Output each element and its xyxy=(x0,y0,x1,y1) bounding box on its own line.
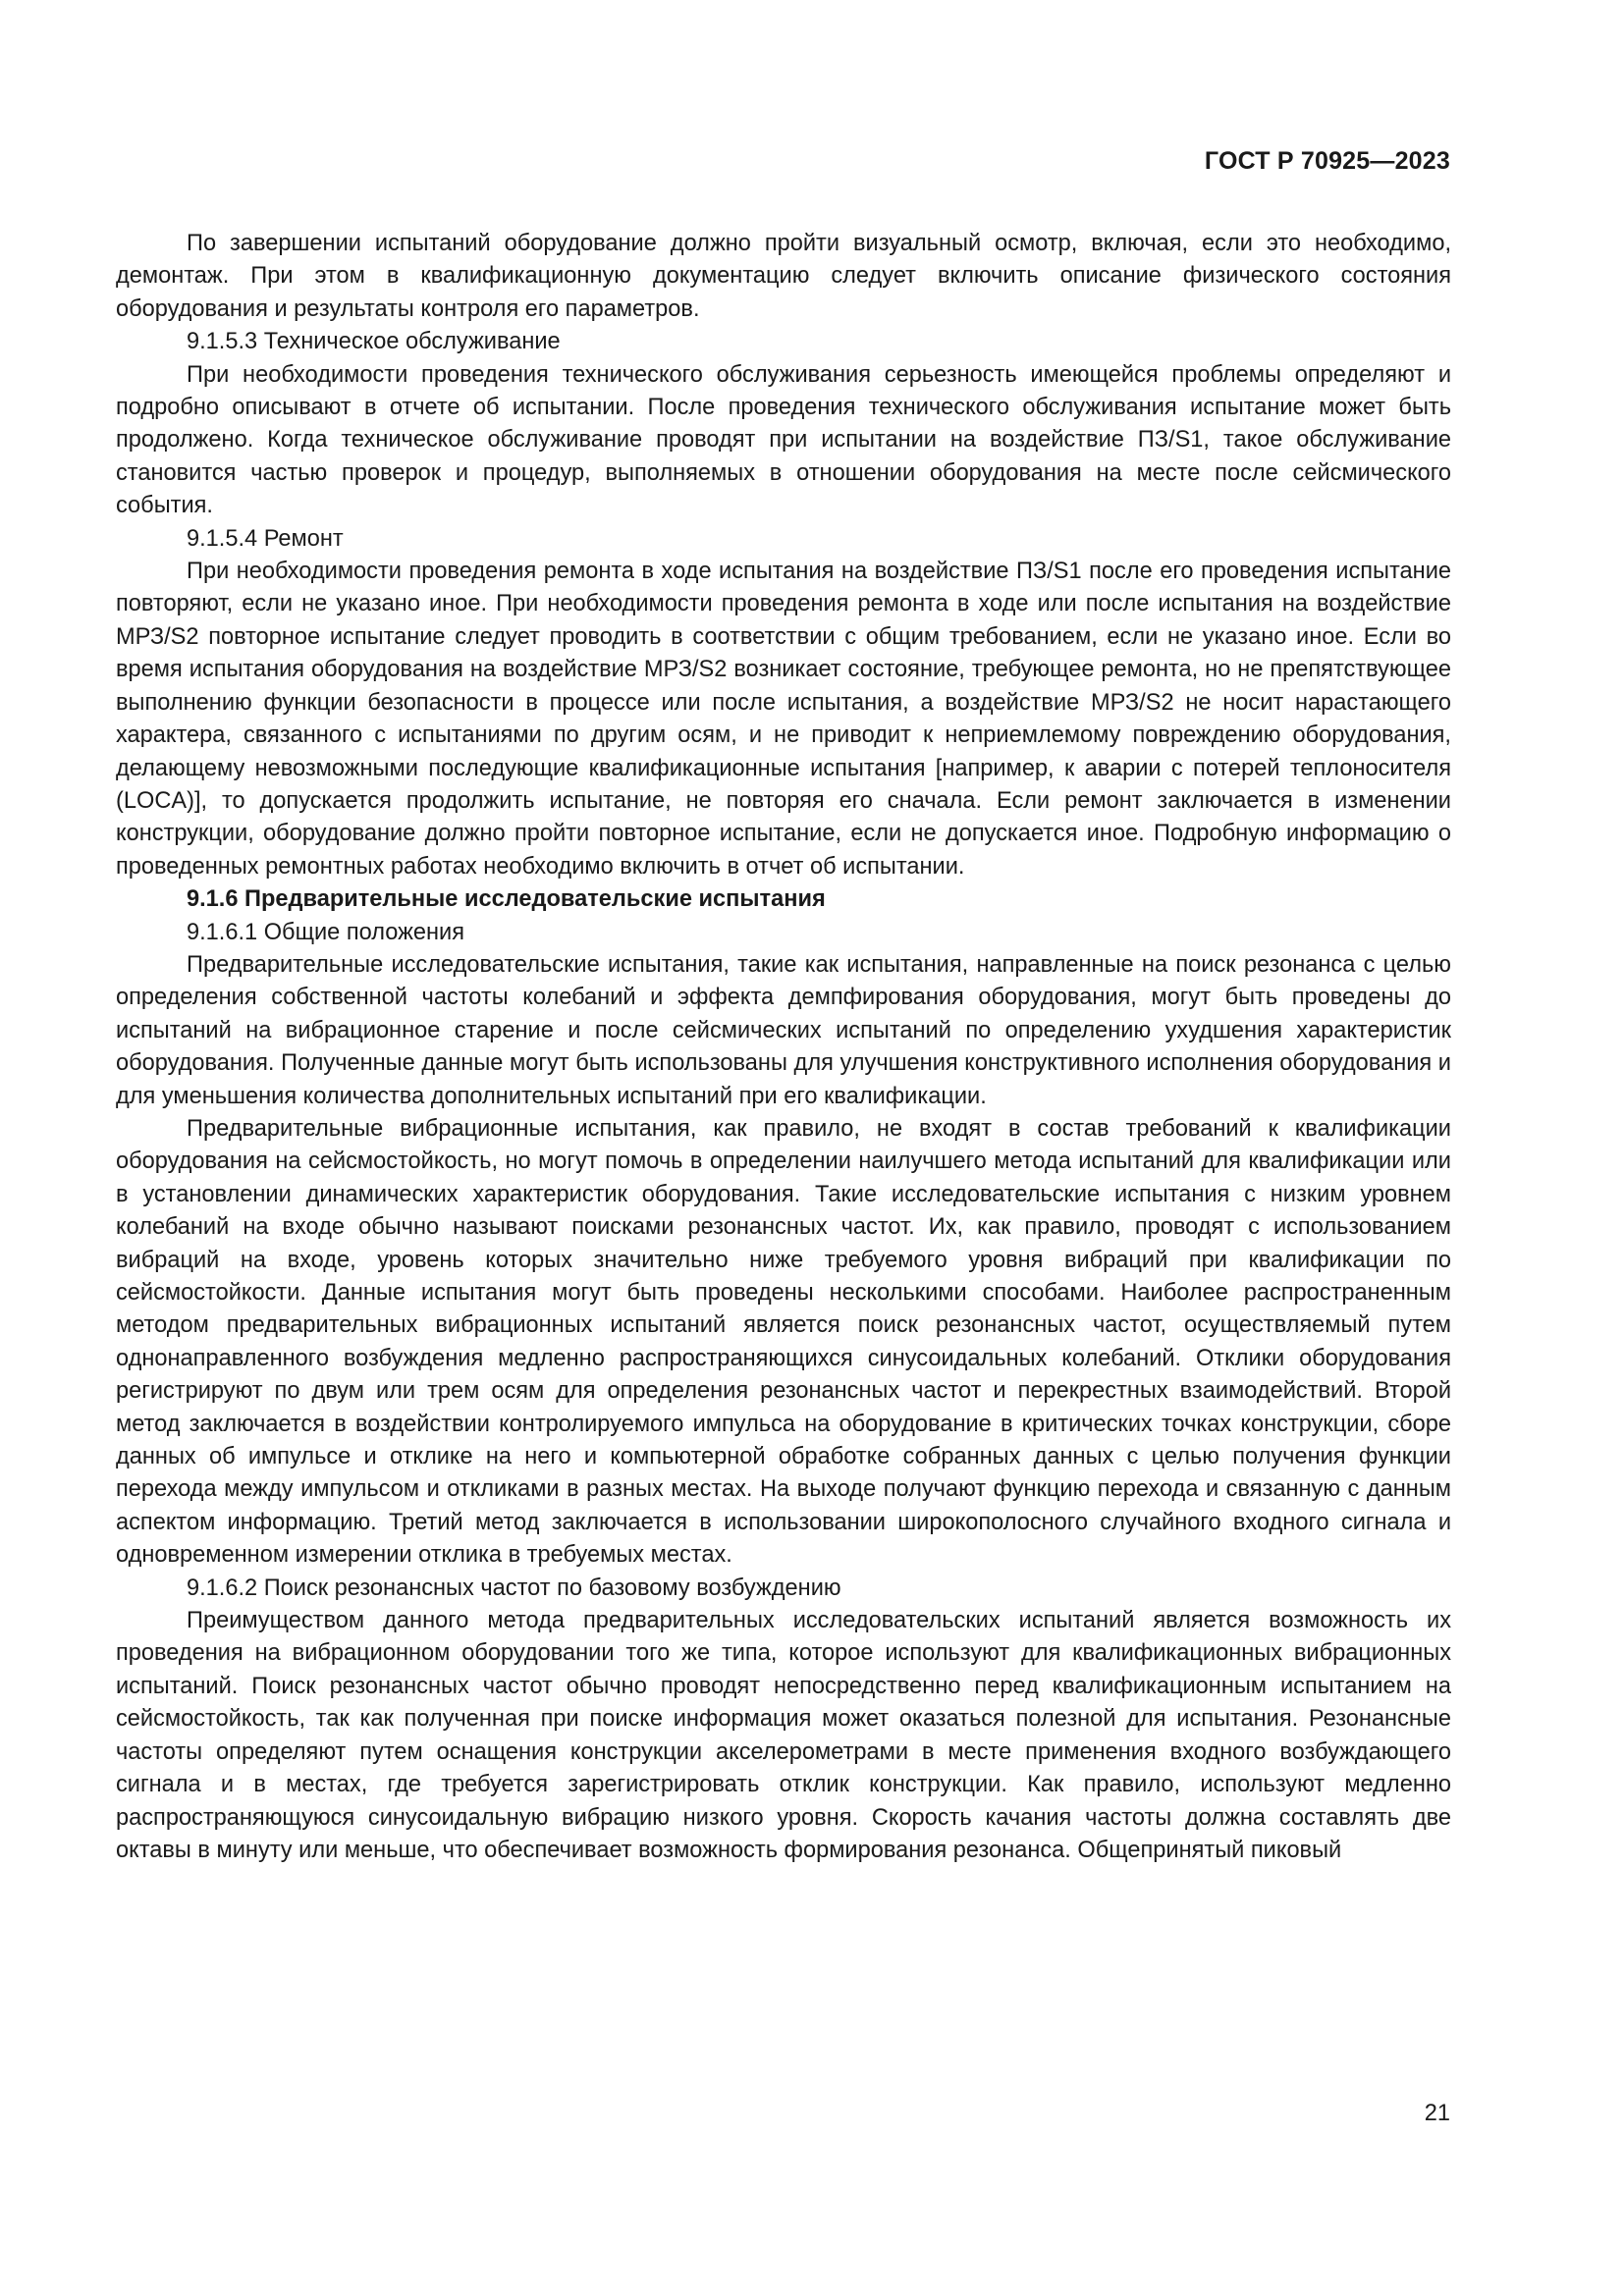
heading-9-1-5-3: 9.1.5.3 Техническое обслуживание xyxy=(187,329,561,355)
heading-9-1-6-2: 9.1.6.2 Поиск резонансных частот по базовому возбуждению xyxy=(187,1575,841,1601)
heading-9-1-5-4: 9.1.5.4 Ремонт xyxy=(187,525,344,552)
paragraph-exploratory-tests: Предварительные исследовательские испытания, такие как испытания, направленные на поиск резонанса с целью определения собственной частоты колебаний и эффекта демпфирования оборудования, могут быть проведены до испытаний на вибрационное старение и после сейсмических испытаний по определению ухудшения характеристик оборудования. Полученные данные могут быть использованы для улучшения конструктивного исполнения оборудования и для уменьшения количества дополнительных испытаний при его квалификации. xyxy=(116,951,1451,1109)
heading-9-1-6: 9.1.6 Предварительные исследовательские испытания xyxy=(187,886,826,913)
heading-9-1-6-1: 9.1.6.1 Общие положения xyxy=(187,919,464,945)
paragraph-preliminary-vibration-tests: Предварительные вибрационные испытания, как правило, не входят в состав требований к квалификации оборудования на сейсмостойкость, но могут помочь в определении наилучшего метода испытаний для квалификации или в установлении динамических характеристик оборудования. Такие исследовательские испытания с низким уровнем колебаний на входе обычно называют поисками резонансных частот. Их, как правило, проводят с использованием вибраций на входе, уровень которых значительно ниже требуемого уровня вибраций при квалификации по сейсмостойкости. Данные испытания могут быть проведены несколькими способами. Наиболее распространенным методом предварительных вибрационных испытаний является поиск резонансных частот, осуществляемый путем однонаправленного возбуждения медленно распространяющихся синусоидальных колебаний. Отклики оборудования регистрируют по двум или трем осям для определения резонансных частот и перекрестных взаимодействий. Второй метод заключается в воздействии контролируемого импульса на оборудование в критических точках конструкции, сборе данных об импульсе и отклике на него и компьютерной обработке собранных данных с целью получения функции перехода между импульсом и откликами в разных местах. На выходе получают функцию перехода и связанную с данным аспектом информацию. Третий метод заключается в использовании широкополосного случайного входного сигнала и одновременном измерении отклика в требуемых местах. xyxy=(116,1115,1451,1569)
paragraph-resonance-search: Преимуществом данного метода предварительных исследовательских испытаний является возможность их проведения на вибрационном оборудовании того же типа, которое используют для квалификационных вибрационных испытаний. Поиск резонансных частот обычно проводят непосредственно перед квалификационным испытанием на сейсмостойкость, так как полученная при поиске информация может оказаться полезной для испытания. Резонансные частоты определяют путем оснащения конструкции акселерометрами в месте применения входного возбуждающего сигнала и в местах, где требуется зарегистрировать отклик конструкции. Как правило, используют медленно распространяющуюся синусоидальную вибрацию низкого уровня. Скорость качания частоты должна составлять две октавы в минуту или меньше, что обеспечивает возможность формирования резонанса. Общепринятый пиковый xyxy=(116,1608,1451,1863)
paragraph-maintenance: При необходимости проведения технического обслуживания серьезность имеющейся проблемы определяют и подробно описывают в отчете об испытании. После проведения технического обслуживания испытание может быть продолжено. Когда техническое обслуживание проводят при испытании на воздействие ПЗ/S1, такое обслуживание становится частью проверок и процедур, выполняемых в отношении оборудования на месте после сейсмического события. xyxy=(116,361,1451,519)
paragraph-repair: При необходимости проведения ремонта в ходе испытания на воздействие ПЗ/S1 после его проведения испытание повторяют, если не указано иное. При необходимости проведения ремонта в ходе или после испытания на воздействие МРЗ/S2 повторное испытание следует проводить в соответствии с общим требованием, если не указано иное. Если во время испытания оборудования на воздействие МРЗ/S2 возникает состояние, требующее ремонта, но не препятствующее выполнению функции безопасности в процессе или после испытания, а воздействие МРЗ/S2 не носит нарастающего характера, связанного с испытаниями по другим осям, и не приводит к неприемлемому повреждению оборудования, делающему невозможными последующие квалификационные испытания [например, к аварии с потерей теплоносителя (LOCA)], то допускается продолжить испытание, не повторяя его сначала. Если ремонт заключается в изменении конструкции, оборудование должно пройти повторное испытание, если не допускается иное. Подробную информацию о проведенных ремонтных работах необходимо включить в отчет об испытании. xyxy=(116,559,1451,880)
paragraph-inspection: По завершении испытаний оборудование должно пройти визуальный осмотр, включая, если это необходимо, демонтаж. При этом в квалификационную документацию следует включить описание физического состояния оборудования и результаты контроля его параметров. xyxy=(116,231,1451,322)
page-number: 21 xyxy=(1424,2101,1450,2126)
document-code-header: ГОСТ Р 70925—2023 xyxy=(1204,147,1450,175)
document-body xyxy=(116,228,1451,1867)
